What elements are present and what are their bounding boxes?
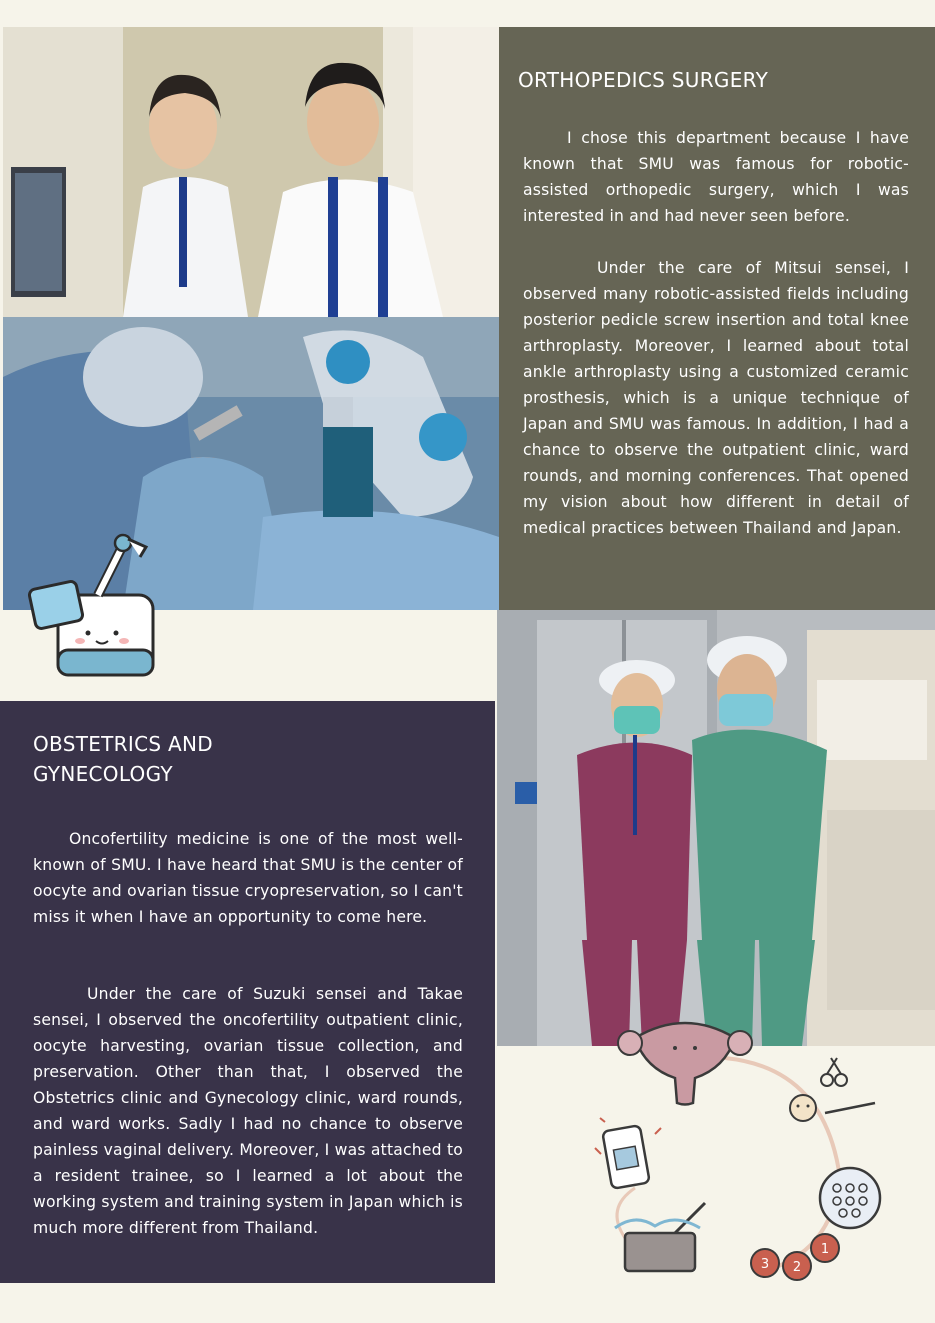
fertility-cycle-sticker — [575, 1008, 885, 1283]
orthopedics-title: ORTHOPEDICS SURGERY — [518, 68, 769, 92]
obgyn-title-line-2: GYNECOLOGY — [33, 762, 173, 786]
step-number-1: 1 — [820, 1242, 830, 1257]
robot-arm-sticker — [28, 525, 163, 690]
orthopedics-paragraph-2: Under the care of Mitsui sensei, I observed many robotic-assisted fields including posterior pedicle screw insertion and total knee arthroplasty. Moreover, I learned about total ankle arthroplasty using a customized ceramic prosthesis, which is a unique technique of Japan and SMU was famous. In addition, I had a chance to observe the outpatient clinic, ward rounds, and morning conferences. That opened my vision about how different in detail of medical practices between Thailand and Japan. — [523, 259, 909, 537]
photo-doctors-in-scrubs — [497, 610, 935, 1046]
obgyn-title-line-1: OBSTETRICS AND — [33, 732, 213, 756]
step-number-3: 3 — [760, 1257, 770, 1272]
obgyn-paragraph-2: Under the care of Suzuki sensei and Takae sensei, I observed the oncofertility outpatient clinic, oocyte harvesting, ovarian tissue collection, and preservation. Other than that, I observed the Obstetrics clinic and Gynecology clinic, ward rounds, and ward works. Sadly I had no chance to observe painless vaginal delivery. Moreover, I was attached to a resident trainee, so I learned a lot about the working system and training system in Japan which is much more different from Thailand. — [33, 985, 463, 1237]
obgyn-paragraph-1: Oncofertility medicine is one of the most well-known of SMU. I have heard that SMU is the center of oocyte and ovarian tissue cryopreservation, so I can't miss it when I have an opportunity to come here. — [33, 830, 463, 926]
step-number-2: 2 — [792, 1260, 802, 1275]
orthopedics-paragraph-1: I chose this department because I have known that SMU was famous for robotic-assisted orthopedic surgery, which I was interested in and had never seen before. — [523, 129, 909, 225]
orthopedics-panel — [499, 27, 935, 610]
photo-doctors-portrait — [3, 27, 499, 317]
obgyn-panel — [0, 701, 495, 1283]
